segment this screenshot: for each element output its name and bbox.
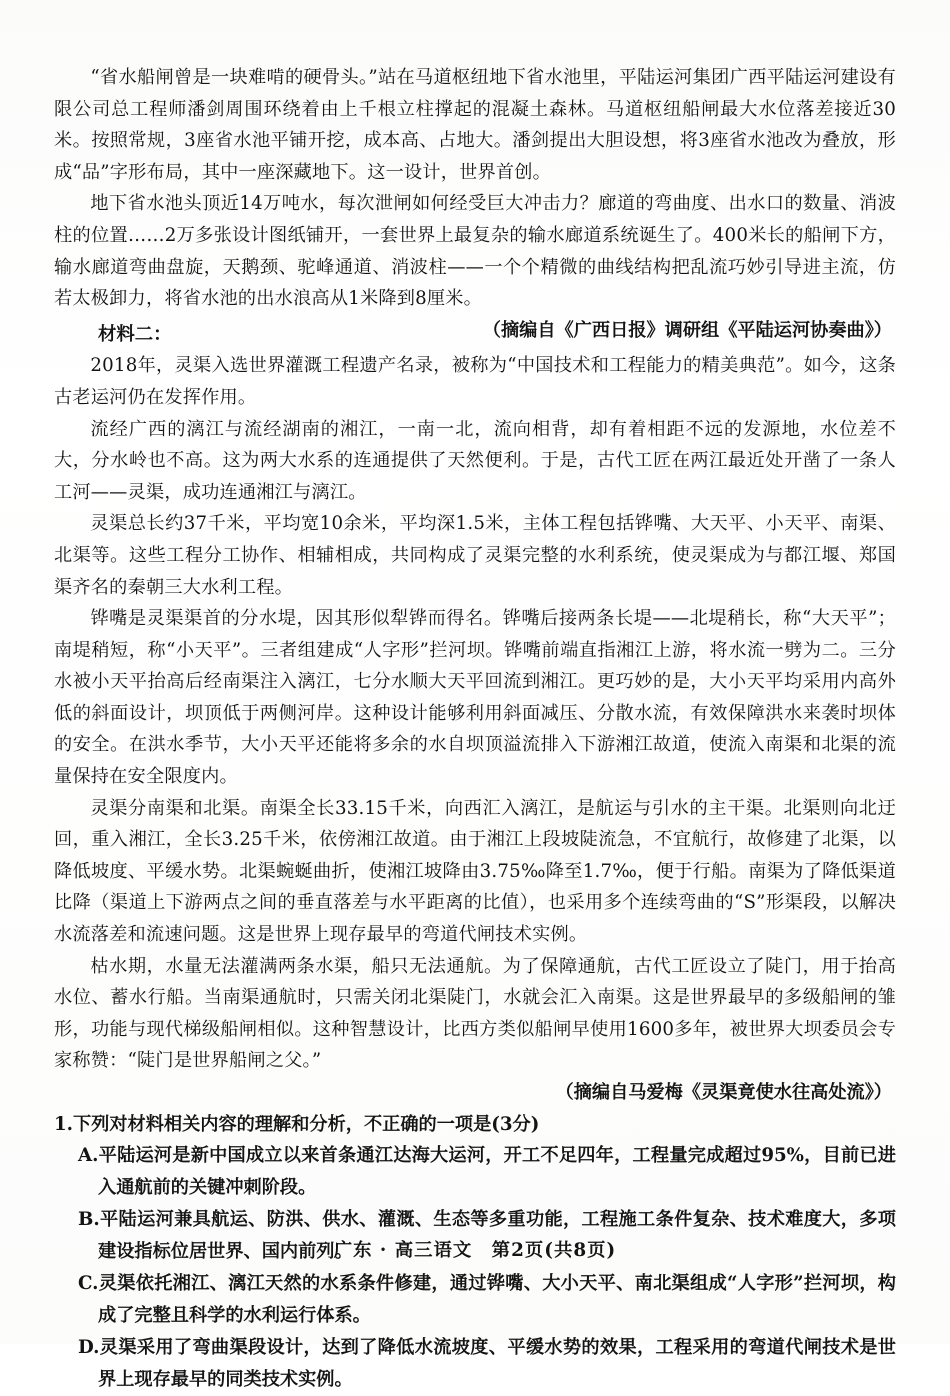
material2-paragraph-6: 枯水期，水量无法灌满两条水渠，船只无法通航。为了保障通航，古代工匠设立了陡门，用于抬高水位、蓄水行船。当南渠通航时，只需关闭北渠陡门，水就会汇入南渠。这是世界最早的多级船闸的雏形，功能与现代梯级船闸相似。这种智慧设计，比西方类似船闸早使用1600多年，被世界大坝委员会专家称赞：“陡门是世界船闸之父。” <box>54 955 896 1072</box>
question-1-option-a: A.平陆运河是新中国成立以来首条通江达海大运河，开工不足四年，工程量完成超过95%，目前已进入通航前的关键冲刺阶段。 <box>78 1145 896 1199</box>
material2-paragraph-1: 2018年，灵渠入选世界灌溉工程遗产名录，被称为“中国技术和工程能力的精美典范”。如今，这条古老运河仍在发挥作用。 <box>54 355 896 408</box>
material2-paragraph-3: 灵渠总长约37千米，平均宽10余米，平均深1.5米，主体工程包括铧嘴、大天平、小天平、南渠、北渠等。这些工程分工协作、相辅相成，共同构成了灵渠完整的水利系统，使灵渠成为与都江堰、郑国渠齐名的秦朝三大水利工程。 <box>54 513 896 598</box>
question-1-option-b: B.平陆运河兼具航运、防洪、供水、灌溉、生态等多重功能，工程施工条件复杂、技术难度大，多项建设指标位居世界、国内前列。 <box>78 1209 896 1263</box>
material2-paragraph-2: 流经广西的漓江与流经湖南的湘江，一南一北，流向相背，却有着相距不远的发源地，水位差不大，分水岭也不高。这为两大水系的连通提供了天然便利。于是，古代工匠在两江最近处开凿了一条人工河——灵渠，成功连通湘江与漓江。 <box>54 418 896 503</box>
question-1-option-d: D.灵渠采用了弯曲渠段设计，达到了降低水流坡度、平缓水势的效果，工程采用的弯道代闸技术是世界上现存最早的同类技术实例。 <box>78 1337 896 1391</box>
page-footer: 广东 · 高三语文 第2页(共8页) <box>333 1240 617 1261</box>
material2-paragraph-4: 铧嘴是灵渠渠首的分水堤，因其形似犁铧而得名。铧嘴后接两条长堤——北堤稍长，称“大天平”；南堤稍短，称“小天平”。三者组建成“人字形”拦河坝。铧嘴前端直指湘江上游，将水流一劈为二。三分水被小天平抬高后经南渠注入漓江，七分水顺大天平回流到湘江。更巧妙的是，大小天平均采用内高外低的斜面设计，坝顶低于两侧河岸。这种设计能够利用斜面减压、分散水流，有效保障洪水来袭时坝体的安全。在洪水季节，大小天平还能将多余的水自坝顶溢流排入下游湘江故道，使流入南渠和北渠的流量保持在安全限度内。 <box>54 608 896 788</box>
question-1-option-c: C.灵渠依托湘江、漓江天然的水系条件修建，通过铧嘴、大小天平、南北渠组成“人字形”拦河坝，构成了完整且科学的水利运行体系。 <box>78 1273 896 1327</box>
material2-source: （摘编自马爱梅《灵渠竟使水往高处流》） <box>555 1082 892 1103</box>
material1-paragraph-1: “省水船闸曾是一块难啃的硬骨头。”站在马道枢纽地下省水池里，平陆运河集团广西平陆运河建设有限公司总工程师潘剑周围环绕着由上千根立柱撑起的混凝土森林。马道枢纽船闸最大水位落差接近30米。按照常规，3座省水池平铺开挖，成本高、占地大。潘剑提出大胆设想，将3座省水池改为叠放，形成“品”字形布局，其中一座深藏地下。这一设计，世界首创。 <box>54 67 896 183</box>
material2-title: 材料二： <box>98 324 172 346</box>
question-1-stem: 1.下列对材料相关内容的理解和分析，不正确的一项是(3分) <box>54 1113 540 1135</box>
material2-paragraph-5: 灵渠分南渠和北渠。南渠全长33.15千米，向西汇入漓江，是航运与引水的主干渠。北渠则向北迂回，重入湘江，全长3.25千米，依傍湘江故道。由于湘江上段坡陡流急，不宜航行，故修建了北渠，以降低坡度、平缓水势。北渠蜿蜒曲折，使湘江坡降由3.75‰降至1.7‰，便于行船。南渠为了降低渠道比降（渠道上下游两点之间的垂直落差与水平距离的比值），也采用多个连续弯曲的“S”形渠段，以解决水流落差和流速问题。这是世界上现存最早的弯道代闸技术实例。 <box>54 797 896 946</box>
material1-source: （摘编自《广西日报》调研组《平陆运河协奏曲》） <box>482 319 892 341</box>
material1-paragraph-2: 地下省水池头顶近14万吨水，每次泄闸如何经受巨大冲击力？廊道的弯曲度、出水口的数量、消波柱的位置……2万多张设计图纸铺开，一套世界上最复杂的输水廊道系统诞生了。400米长的船闸下方，输水廊道弯曲盘旋，天鹅颈、驼峰通道、消波柱——一个个精微的曲线结构把乱流巧妙引导进主流，仿若太极卸力，将省水池的出水浪高从1米降到8厘米。 <box>54 193 896 310</box>
